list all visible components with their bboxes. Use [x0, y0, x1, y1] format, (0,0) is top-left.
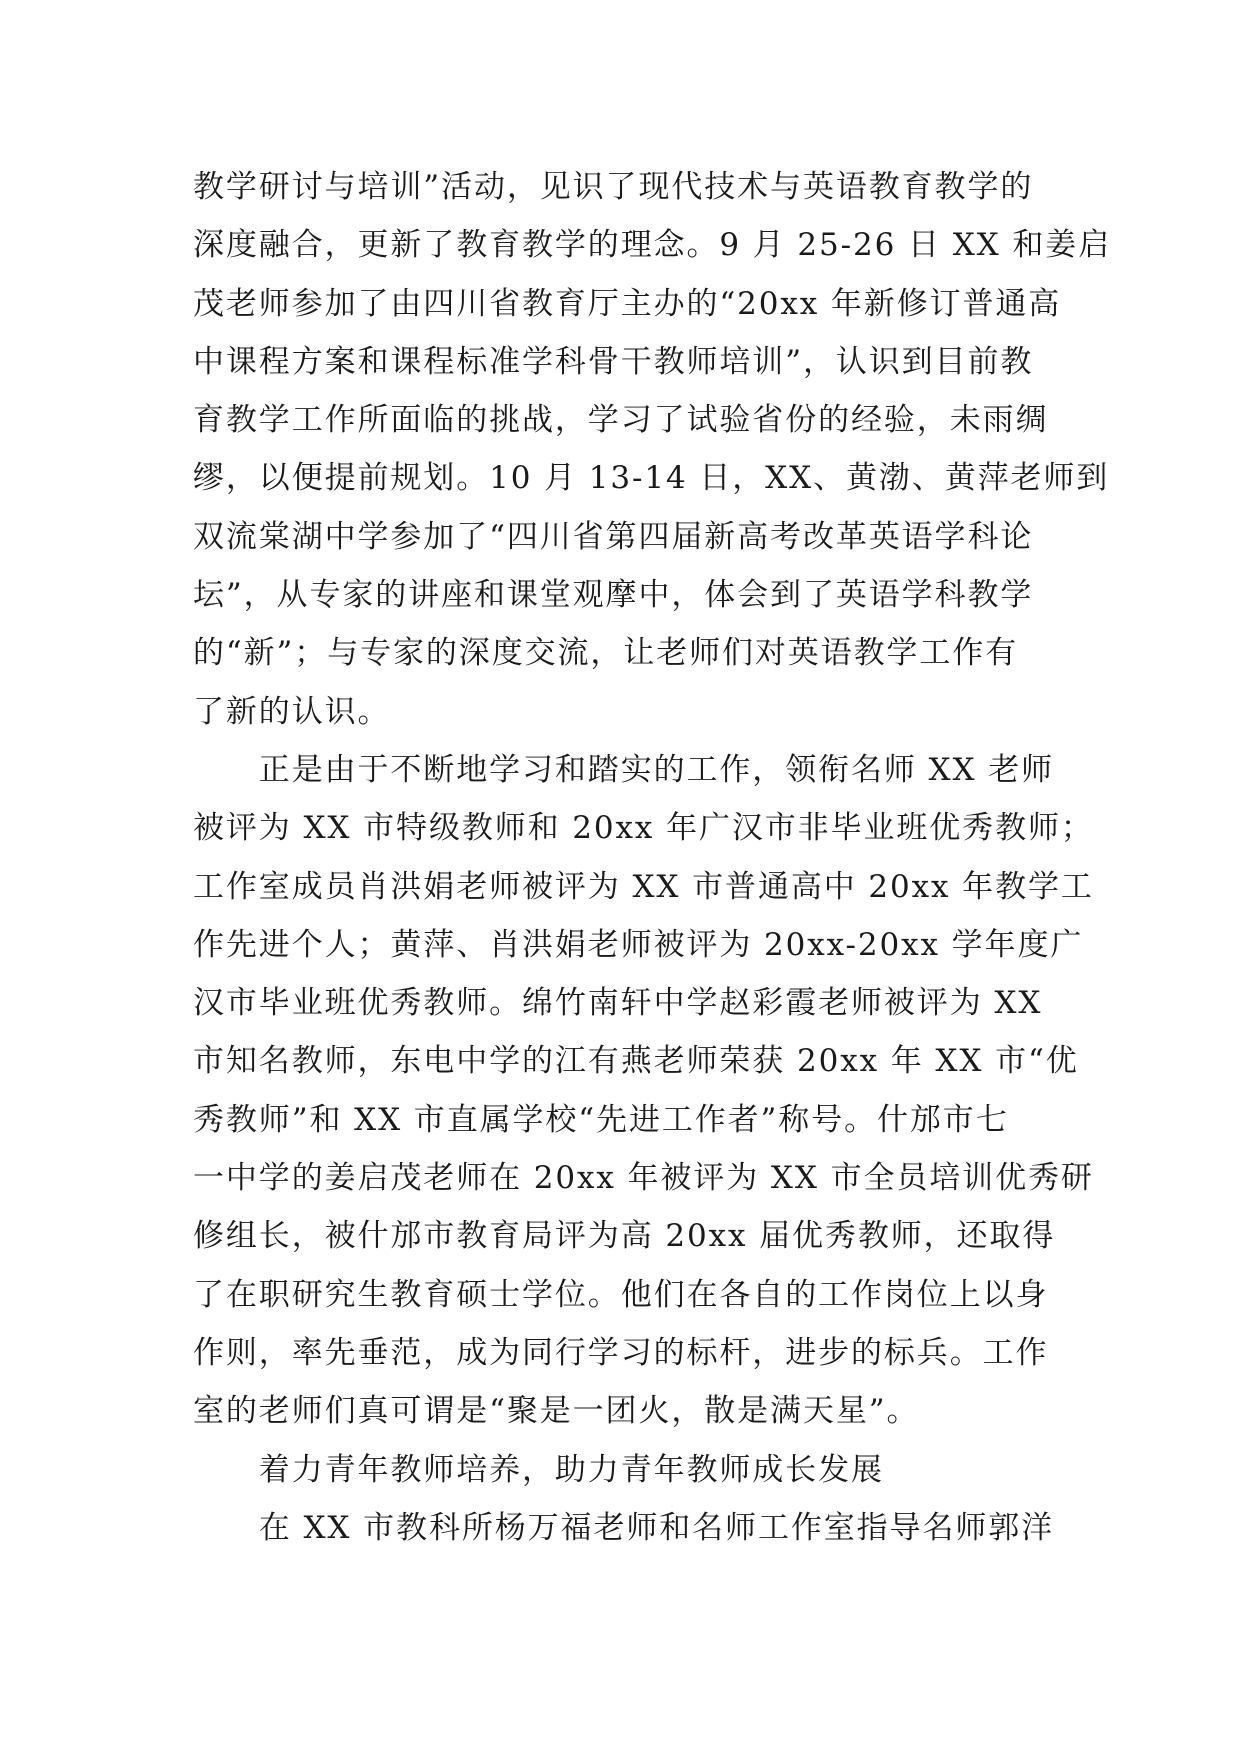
text-line: 被评为 XX 市特级教师和 20xx 年广汉市非毕业班优秀教师； — [193, 810, 1094, 847]
text-line: 修组长，被什邡市教育局评为高 20xx 届优秀教师，还取得 — [193, 1218, 1056, 1255]
text-line: 作先进个人；黄萍、肖洪娟老师被评为 20xx-20xx 学年度广 — [193, 926, 1084, 963]
text-line: 深度融合，更新了教育教学的理念。9 月 25-26 日 XX 和姜启 — [193, 227, 1112, 264]
text-line: 茂老师参加了由四川省教育厅主办的“20xx 年新修订普通高 — [193, 285, 1062, 322]
text-line: 室的老师们真可谓是“聚是一团火，散是满天星”。 — [193, 1393, 920, 1430]
text-line: 在 XX 市教科所杨万福老师和名师工作室指导名师郭洋 — [193, 1509, 1055, 1546]
text-line: 正是由于不断地学习和踏实的工作，领衔名师 XX 老师 — [193, 751, 1055, 788]
section-heading: 着力青年教师培养，助力青年教师成长发展 — [193, 1451, 884, 1488]
text-line: 缪，以便提前规划。10 月 13-14 日，XX、黄渤、黄萍老师到 — [193, 460, 1110, 497]
text-line: 教学研讨与培训”活动，见识了现代技术与英语教育教学的 — [193, 169, 1034, 205]
text-line: 一中学的姜启茂老师在 20xx 年被评为 XX 市全员培训优秀研 — [193, 1160, 1094, 1197]
text-line: 作则，率先垂范，成为同行学习的标杆，进步的标兵。工作 — [193, 1334, 1049, 1371]
text-line: 秀教师”和 XX 市直属学校“先进工作者”称号。什邡市七 — [193, 1101, 1009, 1138]
text-line: 中课程方案和课程标准学科骨干教师培训”，认识到目前教 — [193, 343, 1034, 380]
text-line: 了在职研究生教育硕士学位。他们在各自的工作岗位上以身 — [193, 1276, 1049, 1313]
text-line: 了新的认识。 — [193, 693, 391, 730]
document-body — [193, 158, 1112, 1557]
text-line: 育教学工作所面临的挑战，学习了试验省份的经验，未雨绸 — [193, 402, 1049, 439]
text-line: 坛”，从专家的讲座和课堂观摩中，体会到了英语学科教学 — [193, 577, 1034, 614]
text-line: 汉市毕业班优秀教师。绵竹南轩中学赵彩霞老师被评为 XX — [193, 985, 1043, 1022]
text-line: 的“新”；与专家的深度交流，让老师们对英语教学工作有 — [193, 635, 1019, 672]
text-line: 工作室成员肖洪娟老师被评为 XX 市普通高中 20xx 年教学工 — [193, 868, 1094, 905]
text-line: 双流棠湖中学参加了“四川省第四届新高考改革英语学科论 — [193, 518, 1034, 555]
text-line: 市知名教师，东电中学的江有燕老师荣获 20xx 年 XX 市“优 — [193, 1043, 1079, 1080]
